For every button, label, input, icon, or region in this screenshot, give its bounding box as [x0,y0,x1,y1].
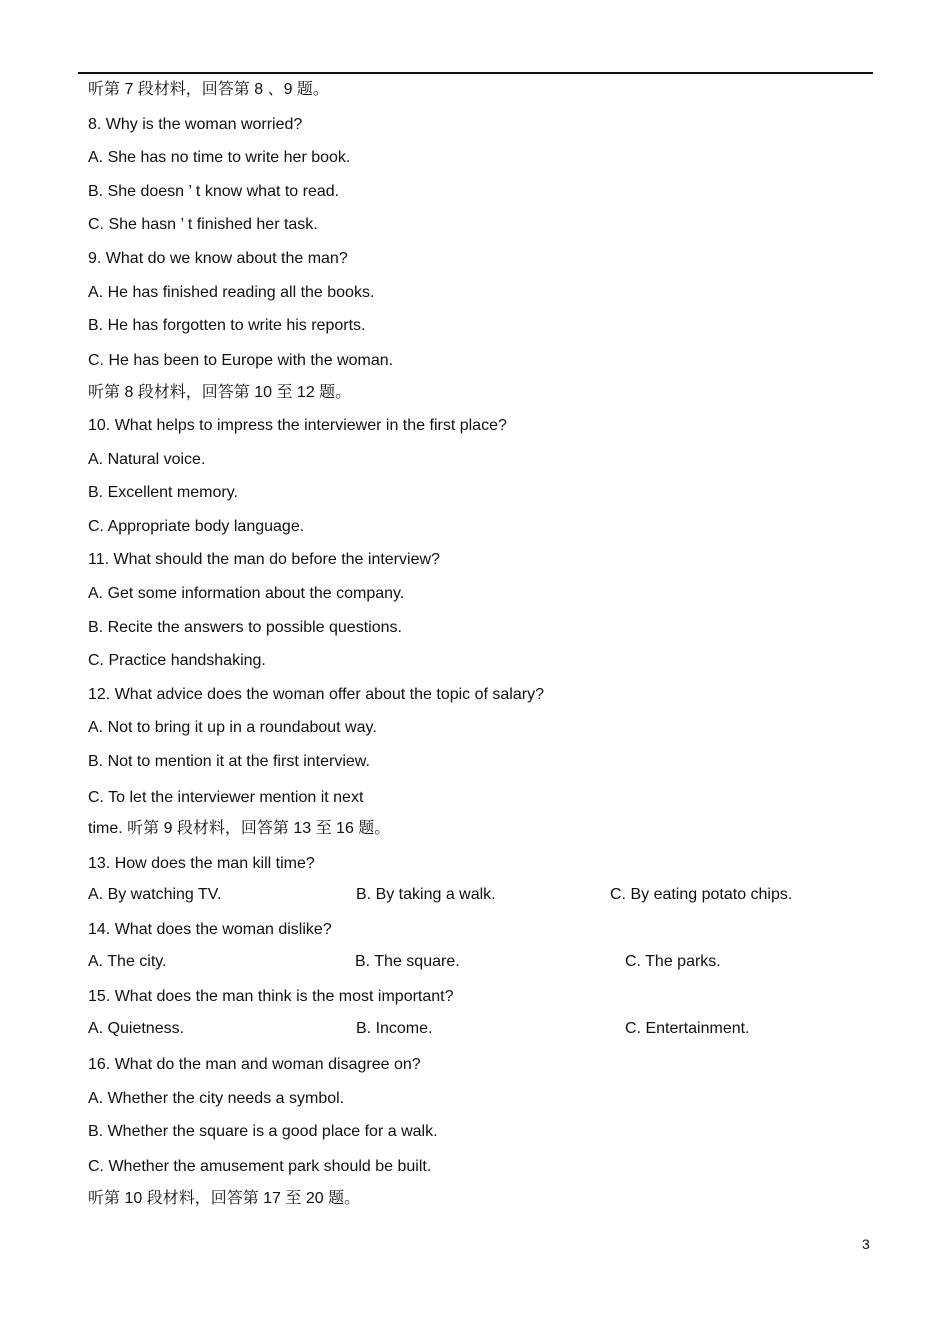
question-9: 9. What do we know about the man? [88,250,348,267]
q9-option-b: B. He has forgotten to write his reports. [88,317,366,334]
section-8-instruction: 听第 8 段材料，回答第 10 至 12 题。 [88,384,352,401]
section-10-instruction: 听第 10 段材料，回答第 17 至 20 题。 [88,1190,361,1207]
header-rule [78,72,873,74]
q8-option-c: C. She hasn ’ t finished her task. [88,216,318,233]
q14-option-a: A. The city. [88,953,167,970]
q9-option-c: C. He has been to Europe with the woman. [88,352,394,369]
q9-option-a: A. He has finished reading all the books. [88,284,375,301]
q15-option-b: B. Income. [356,1020,433,1037]
question-16: 16. What do the man and woman disagree on? [88,1056,421,1073]
q13-option-b: B. By taking a walk. [356,886,496,903]
q16-option-b: B. Whether the square is a good place for a walk. [88,1123,438,1140]
q14-option-c: C. The parks. [625,953,721,970]
q15-option-c: C. Entertainment. [625,1020,750,1037]
q8-option-b: B. She doesn ’ t know what to read. [88,183,340,200]
q12-option-c: C. To let the interviewer mention it next [88,789,364,806]
question-8: 8. Why is the woman worried? [88,116,303,133]
q11-option-a: A. Get some information about the company. [88,585,405,602]
q12-option-a: A. Not to bring it up in a roundabout way. [88,719,377,736]
page-number: 3 [862,1236,870,1252]
q10-option-a: A. Natural voice. [88,451,206,468]
question-13: 13. How does the man kill time? [88,855,315,872]
question-12: 12. What advice does the woman offer about the topic of salary? [88,686,544,703]
q14-option-b: B. The square. [355,953,460,970]
question-14: 14. What does the woman dislike? [88,921,332,938]
section-7-instruction: 听第 7 段材料，回答第 8 、9 题。 [88,81,329,98]
question-11: 11. What should the man do before the interview? [88,551,440,568]
q16-option-c: C. Whether the amusement park should be built. [88,1158,432,1175]
q16-option-a: A. Whether the city needs a symbol. [88,1090,345,1107]
question-15: 15. What does the man think is the most important? [88,988,454,1005]
question-10: 10. What helps to impress the interviewer in the first place? [88,417,507,434]
q12-option-b: B. Not to mention it at the first interview. [88,753,370,770]
q11-option-c: C. Practice handshaking. [88,652,266,669]
q10-option-c: C. Appropriate body language. [88,518,305,535]
q13-option-a: A. By watching TV. [88,886,222,903]
q12-option-c-continued: time. 听第 9 段材料，回答第 13 至 16 题。 [88,820,391,837]
q15-option-a: A. Quietness. [88,1020,185,1037]
q13-option-c: C. By eating potato chips. [610,886,793,903]
q8-option-a: A. She has no time to write her book. [88,149,351,166]
q10-option-b: B. Excellent memory. [88,484,238,501]
q11-option-b: B. Recite the answers to possible questions. [88,619,402,636]
